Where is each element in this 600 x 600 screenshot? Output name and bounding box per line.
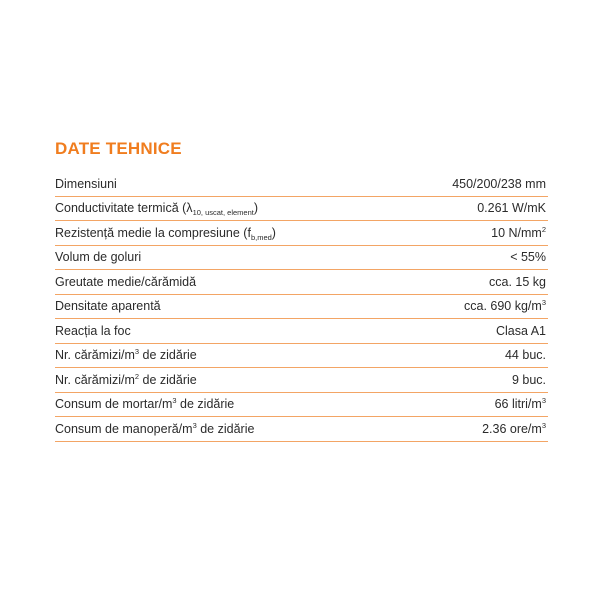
spec-value: Clasa A1 xyxy=(495,323,546,338)
spec-label: Dimensiuni xyxy=(55,176,117,191)
spec-value: < 55% xyxy=(510,250,546,265)
spec-value: 0.261 W/mK xyxy=(477,201,546,216)
spec-row-dimensions xyxy=(55,172,548,197)
spec-row-thermal-conductivity xyxy=(55,197,548,222)
spec-row-labor-consumption xyxy=(55,417,548,442)
spec-row-bricks-per-m2 xyxy=(55,368,548,393)
spec-value: 450/200/238 mm xyxy=(452,176,546,191)
spec-label: Conductivitate termică $(\lambda_{10, uscat, element})$ xyxy=(55,201,259,218)
spec-row-bricks-per-m3 xyxy=(55,344,548,369)
spec-label: Rezistență medie la compresiune $(f_{b,med})$ xyxy=(55,225,276,242)
spec-row-fire-reaction xyxy=(55,319,548,344)
spec-value: 44 buc. xyxy=(504,348,546,363)
spec-label: Densitate aparentă xyxy=(55,299,161,314)
spec-value: 9 buc. xyxy=(511,372,546,387)
spec-row-mortar-consumption xyxy=(55,393,548,418)
spec-label: Consum de manoperă/$m^3$ de zidărie xyxy=(55,420,255,436)
spec-label: Volum de goluri xyxy=(55,250,142,265)
section-title: DATE TEHNICE xyxy=(55,139,182,158)
spec-value: cca. 690 $kg/m^3$ xyxy=(464,298,546,314)
spec-row-void-volume xyxy=(55,246,548,271)
spec-label: Greutate medie/cărămidă xyxy=(55,274,197,289)
spec-label: Nr. cărămizi/$m^2$ de zidărie xyxy=(55,371,197,387)
spec-value: 2.36 ore/$m^3$ xyxy=(482,420,546,436)
spec-label: Nr. cărămizi/$m^3$ de zidărie xyxy=(55,347,197,363)
spec-label: Reacția la foc xyxy=(55,323,131,338)
spec-row-apparent-density xyxy=(55,295,548,320)
spec-row-compressive-strength xyxy=(55,221,548,246)
spec-value: cca. 15 kg xyxy=(489,274,546,289)
spec-label: Consum de mortar/$m^3$ de zidărie xyxy=(55,396,235,412)
spec-value: 10 $N/mm^2$ xyxy=(491,224,546,240)
spec-value: 66 litri/$m^3$ xyxy=(494,396,546,412)
spec-row-average-weight xyxy=(55,270,548,295)
technical-data-table xyxy=(55,172,548,442)
